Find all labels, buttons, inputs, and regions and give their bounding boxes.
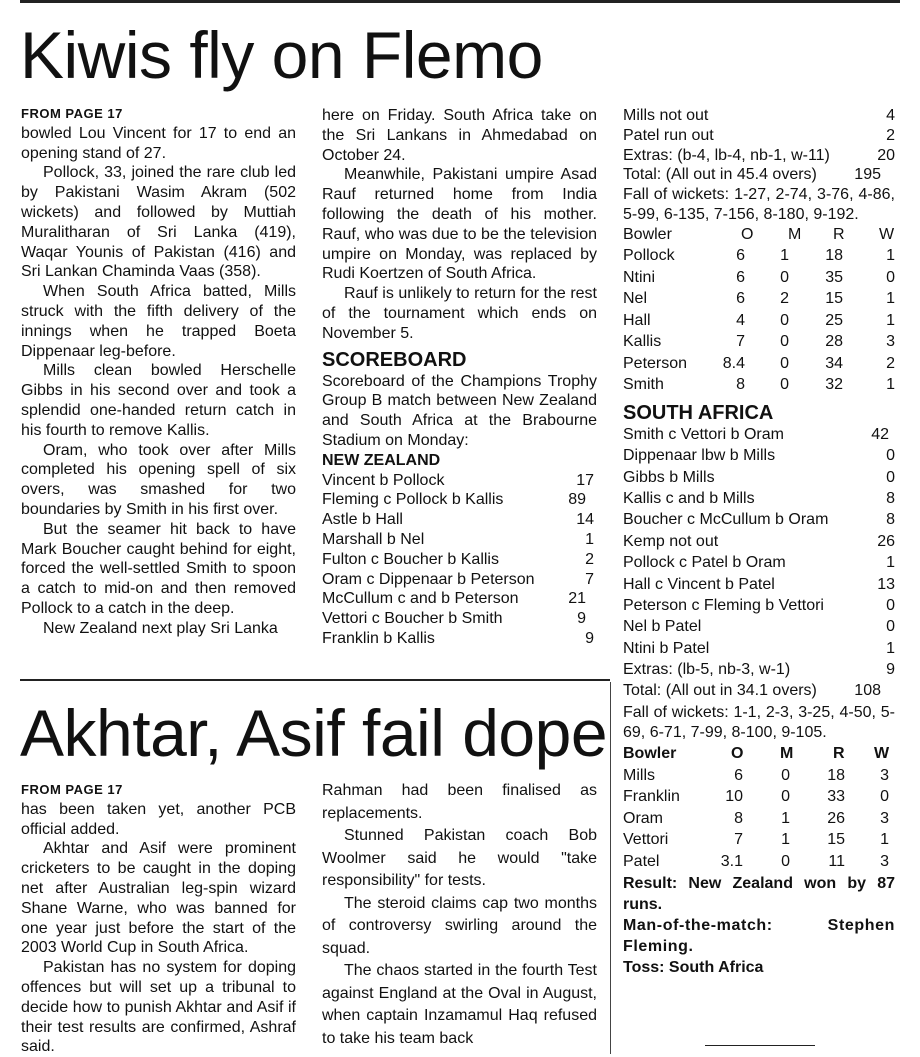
story2-column-2 — [322, 780, 597, 1054]
paragraph: Mills clean bowled Herschelle Gibbs in his second over and took a splendid one-handed return catch in his fourth to remove Kallis. — [21, 362, 296, 439]
bowling-row: Peterson 8.4 0 34 2 — [623, 354, 895, 372]
paragraph: The chaos started in the fourth Test against England at the Oval in August, when captain Inzamamul Haq refused to take his team back — [322, 962, 597, 1047]
bowling-row: Franklin 10 0 33 0 — [623, 788, 889, 806]
bowling-row: Nel 6 2 15 1 — [623, 290, 895, 308]
batting-row: Dippenaar lbw b Mills 0 — [623, 447, 895, 465]
paragraph: Meanwhile, Pakistani umpire Asad Rauf returned home from India following the death of his mother. Rauf, who was due to be the television umpire on Monday, was replaced by Rudi Koertzen of South Africa. — [322, 166, 597, 283]
batting-row: Fulton c Boucher b Kallis 2 — [322, 550, 594, 568]
paragraph: New Zealand next play Sri Lanka — [43, 619, 278, 637]
nz-bowling-table — [623, 225, 895, 397]
batting-row: Gibbs b Mills 0 — [623, 468, 895, 486]
scoreboard-intro: Scoreboard of the Champions Trophy Group B match between New Zealand and South Africa at the Brabourne Stadium on Monday: — [322, 372, 597, 449]
story1-column-1 — [21, 104, 296, 639]
headline-akhtar-asif: Akhtar, Asif fail dope — [20, 696, 608, 770]
bowling-header-row: Bowler O M R W — [623, 745, 890, 763]
batting-row: Boucher c McCullum b Oram 8 — [623, 511, 895, 529]
bowling-row: Mills 6 0 18 3 — [623, 766, 889, 784]
bowling-row: Oram 8 1 26 3 — [623, 809, 889, 827]
paragraph: here on Friday. South Africa take on the Sri Lankans in Ahmedabad on October 24. — [322, 107, 597, 164]
from-page-label: FROM PAGE 17 — [21, 106, 123, 121]
scoreboard-heading: SCOREBOARD — [322, 348, 467, 371]
bowling-row: Hall 4 0 25 1 — [623, 311, 895, 329]
batting-row: Ntini b Patel 1 — [623, 639, 895, 657]
sa-heading: SOUTH AFRICA — [623, 401, 774, 424]
nz-fall-of-wickets: Fall of wickets: 1-27, 2-74, 3-76, 4-86, 5-99, 6-135, 7-156, 8-180, 9-192. — [623, 186, 895, 223]
batting-row: Oram c Dippenaar b Peterson 7 — [322, 570, 594, 588]
paragraph: Oram, who took over after Mills completed his opening spell of six overs, was smashed for two boundaries by Smith in his first over. — [21, 441, 296, 518]
from-page-label: FROM PAGE 17 — [21, 782, 123, 797]
batting-row: McCullum c and b Peterson 21 — [322, 590, 586, 608]
bowling-row: Patel 3.1 0 11 3 — [623, 852, 889, 870]
batting-row: Hall c Vincent b Patel 13 — [623, 575, 895, 593]
sa-bowling-table — [623, 744, 895, 873]
extras-row: Extras: (lb-5, nb-3, w-1) 9 — [623, 661, 895, 679]
bowling-header-row: Bowler O M R W — [623, 225, 895, 243]
total-row: Total: (All out in 45.4 overs) 195 — [623, 166, 881, 184]
toss: Toss: South Africa — [623, 959, 764, 977]
headline-kiwis: Kiwis fly on Flemo — [20, 18, 543, 92]
story2-column-1 — [21, 780, 296, 1057]
top-rule — [20, 0, 900, 3]
paragraph: bowled Lou Vincent for 17 to end an opening stand of 27. — [21, 124, 296, 162]
paragraph: Pollock, 33, joined the rare club led by Pakistani Wasim Akram (502 wickets) and followed by Muttiah Muralitharan of Sri Lanka (419), Waqar Younis of Pakistan (416) and Sri Lankan Chaminda Vaas (358). — [21, 164, 296, 281]
column-divider — [610, 682, 611, 1054]
batting-row: Peterson c Fleming b Vettori 0 — [623, 596, 895, 614]
paragraph: The steroid claims cap two months of controversy swirling around the squad. — [322, 894, 597, 957]
batting-row: Franklin b Kallis 9 — [322, 629, 594, 647]
total-row: Total: (All out in 34.1 overs) 108 — [623, 682, 881, 700]
extras-row: Extras: (b-4, lb-4, nb-1, w-11) 20 — [623, 146, 895, 164]
paragraph: has been taken yet, another PCB official added. — [21, 800, 296, 838]
batting-row: Patel run out 2 — [623, 126, 895, 144]
paragraph: But the seamer hit back to have Mark Boucher caught behind for eight, forced the well-settled Smith to spoon a catch to mid-on and then removed Pollock to a catch in the deep. — [21, 520, 296, 617]
sa-batting-list — [623, 425, 895, 703]
batting-row: Fleming c Pollock b Kallis 89 — [322, 491, 586, 509]
batting-row: Vincent b Pollock 17 — [322, 471, 594, 489]
story1-column-2 — [322, 106, 597, 649]
batting-row: Astle b Hall 14 — [322, 511, 594, 529]
paragraph: Akhtar and Asif were prominent cricketers to be caught in the doping net after Australian leg-spin wizard Shane Warne, who was banned for one year just before the start of the 2003 World Cup in South Africa. — [21, 840, 296, 957]
man-of-the-match: Man-of-the-match: Stephen Fleming. — [623, 917, 895, 956]
end-rule — [705, 1045, 815, 1046]
batting-row: Vettori c Boucher b Smith 9 — [322, 610, 586, 628]
sa-fall-of-wickets: Fall of wickets: 1-1, 2-3, 3-25, 4-50, 5-69, 6-71, 7-99, 8-100, 9-105. — [623, 703, 895, 741]
bowling-row: Pollock 6 1 18 1 — [623, 247, 895, 265]
nz-heading: NEW ZEALAND — [322, 451, 441, 469]
paragraph: Stunned Pakistan coach Bob Woolmer said he would "take responsibility" for tests. — [322, 827, 597, 889]
bowling-row: Kallis 7 0 28 3 — [623, 333, 895, 351]
scoreboard-column-3 — [623, 106, 895, 978]
batting-row: Smith c Vettori b Oram 42 — [623, 425, 889, 443]
paragraph: Pakistan has no system for doping offences but will set up a tribunal to decide how to punish Akhtar and Asif if their test results are confirmed, Ashraf said. — [21, 959, 296, 1056]
batting-row: Kallis c and b Mills 8 — [623, 489, 895, 507]
batting-row: Mills not out 4 — [623, 107, 895, 124]
paragraph: Rahman had been finalised as replacements. — [322, 782, 597, 822]
section-divider — [20, 679, 610, 681]
batting-row: Kemp not out 26 — [623, 532, 895, 550]
bowling-row: Ntini 6 0 35 0 — [623, 268, 895, 286]
paragraph: Rauf is unlikely to return for the rest of the tournament which ends on November 5. — [322, 285, 597, 342]
batting-row: Nel b Patel 0 — [623, 618, 895, 636]
nz-batting-list — [322, 471, 594, 649]
paragraph: When South Africa batted, Mills struck with the fifth delivery of the innings when he trapped Boeta Dippenaar leg-before. — [21, 283, 296, 360]
bowling-row: Smith 8 0 32 1 — [623, 376, 895, 394]
bowling-row: Vettori 7 1 15 1 — [623, 831, 889, 849]
match-result: Result: New Zealand won by 87 runs. — [623, 875, 895, 914]
batting-row: Pollock c Patel b Oram 1 — [623, 554, 895, 572]
batting-row: Marshall b Nel 1 — [322, 530, 594, 548]
